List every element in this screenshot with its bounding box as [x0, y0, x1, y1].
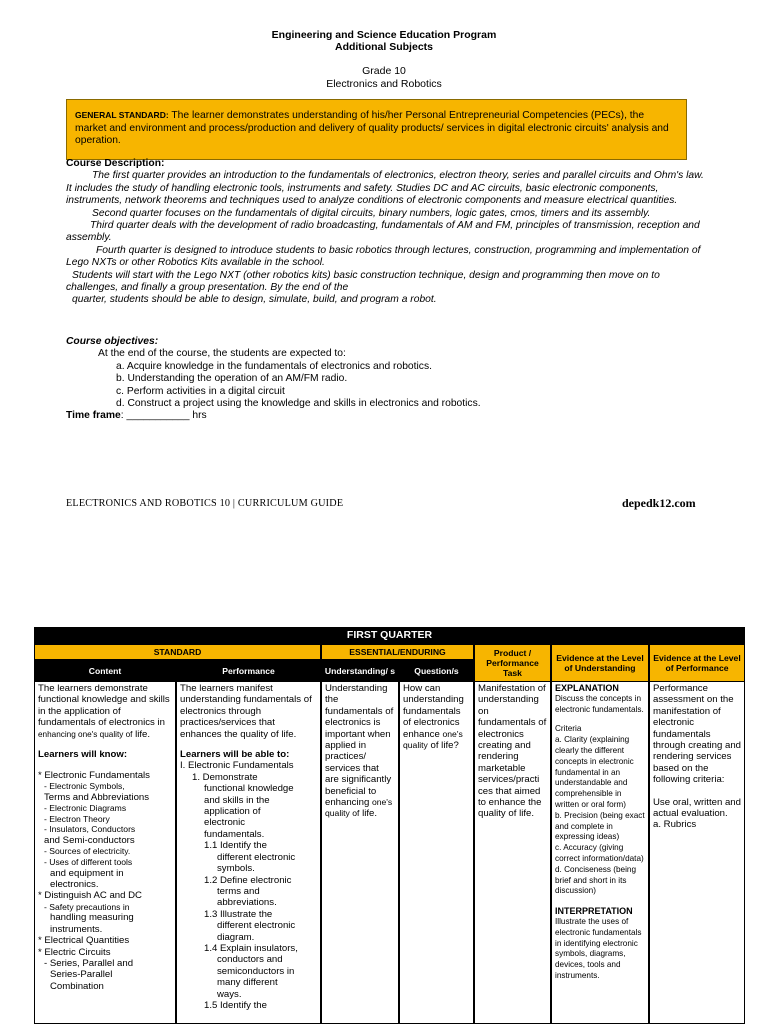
- question-text: How can understanding fundamentals of electronics enhance: [403, 683, 464, 740]
- performance-line: 1. Demonstrate: [192, 771, 258, 783]
- questions-header: Question/s: [399, 660, 474, 682]
- product-header: Product / Performance Task: [474, 644, 551, 682]
- content-line: * Electrical Quantities: [38, 935, 130, 947]
- subject-label: Electronics and Robotics: [326, 78, 442, 90]
- performance-line: 1.3 Illustrate the: [204, 908, 273, 920]
- performance-line: and skills in the: [204, 794, 270, 806]
- curriculum-table: [34, 627, 745, 1024]
- time-frame-label: Time frame: [66, 410, 121, 422]
- objective-item: b. Understanding the operation of an AM/FM radio.: [116, 373, 348, 385]
- product-text: Manifestation of understanding on fundamentals of electronics creating and rendering marketable services/practi ces that aimed to enhance the quality of life.: [478, 683, 547, 820]
- content-line: - Insulators, Conductors: [44, 824, 136, 835]
- understanding-small: one's quality of: [325, 797, 393, 819]
- performance-line: functional knowledge: [204, 783, 294, 795]
- standard-header: STANDARD: [34, 644, 321, 660]
- performance-line: 1.2 Define electronic: [204, 874, 292, 886]
- content-line: - Series, Parallel and: [44, 958, 134, 970]
- product-cell: [474, 682, 551, 1024]
- performance-line: different electronic: [217, 851, 296, 863]
- content-line: Terms and Abbreviations: [44, 791, 150, 803]
- performance-line: diagram.: [217, 931, 255, 943]
- interpretation-title: INTERPRETATION: [555, 906, 633, 917]
- time-frame-value: : ___________ hrs: [120, 410, 207, 422]
- table-subheader-row: [34, 660, 474, 682]
- performance-line: different electronic: [217, 920, 296, 932]
- content-line: and equipment in: [50, 867, 124, 879]
- content-line: - Electronic Symbols,: [44, 781, 125, 792]
- content-line: - Electron Theory: [44, 813, 110, 824]
- table-row: [34, 682, 745, 1024]
- learners-know-title: Learners will know:: [38, 749, 128, 761]
- course-objectives: [66, 336, 706, 423]
- evidence-understanding-cell: [551, 682, 649, 1024]
- content-line: * Electric Circuits: [38, 946, 111, 958]
- program-title: Engineering and Science Education Program: [271, 29, 497, 41]
- table-header-row: [34, 644, 474, 660]
- content-header: Content: [34, 660, 176, 682]
- content-line: Combination: [50, 980, 104, 992]
- content-line: Series-Parallel: [50, 969, 113, 981]
- performance-intro: The learners manifest understanding fundamentals of electronics through practices/services that enhances the quality of life.: [180, 683, 312, 740]
- explanation-text: Discuss the concepts in electronic fundamentals.: [555, 693, 644, 714]
- content-intro: The learners demonstrate functional knowledge and skills in the application of fundamentals of electronics in: [38, 683, 170, 729]
- performance-header: Performance: [176, 660, 321, 682]
- criteria-title: Criteria: [555, 724, 582, 734]
- general-standard-box: [66, 99, 687, 160]
- time-frame: [66, 410, 706, 422]
- criteria-item: c. Accuracy (giving correct information/data): [555, 843, 644, 863]
- performance-line: 1.4 Explain insulators,: [204, 942, 298, 954]
- description-paragraph: Second quarter focuses on the fundamentals of digital circuits, binary numbers, logic gates, cmos, timers and its assembly.: [92, 207, 651, 219]
- content-line: - Safety precautions in: [44, 901, 130, 912]
- criteria-item: a. Clarity (explaining clearly the different concepts in electronic fundamental in an understandable and comprehensible in written or oral form): [555, 735, 634, 809]
- learners-able-title: Learners will be able to:: [180, 749, 290, 761]
- content-line: - Uses of different tools: [44, 857, 133, 868]
- evidence-performance-methods: Use oral, written and actual evaluation.: [653, 796, 741, 820]
- course-description-title: Course Description:: [66, 158, 165, 169]
- performance-line: ways.: [217, 988, 242, 1000]
- performance-cell: [176, 682, 321, 1024]
- content-line: - Sources of electricity.: [44, 846, 131, 857]
- performance-line: abbreviations.: [217, 897, 277, 909]
- footer-site: depedk12.com: [622, 496, 696, 510]
- interpretation-text: Illustrate the uses of electronic fundamentals in identifying electronic symbols, diagrams, devices, tools and instruments.: [555, 916, 642, 980]
- description-paragraph: The first quarter provides an introduction to the fundamentals of electronics, electron theory, series and parallel circuits and Ohm's law. It includes the study of handling electronic tools, instruments and safety. Studies DC and AC circuits, basic electronic components, instruments, network theorems and techniques used to analyze conditions of electronic components and measure electrical quantities.: [66, 170, 704, 207]
- footer-guide-title: ELECTRONICS AND ROBOTICS 10 | CURRICULUM GUIDE: [66, 498, 344, 509]
- description-paragraph: Students will start with the Lego NXT (other robotics kits) basic construction technique, design and programming then move on to challenges, and finally a group presentation. By the end of the: [66, 269, 660, 294]
- performance-line: electronic: [204, 817, 246, 829]
- essential-header: ESSENTIAL/ENDURING: [321, 644, 474, 660]
- objectives-intro: At the end of the course, the students are expected to:: [98, 348, 346, 360]
- performance-line: application of: [204, 806, 261, 818]
- performance-line: terms and: [217, 885, 260, 897]
- evidence-performance-cell: [649, 682, 745, 1024]
- criteria-item: d. Conciseness (being brief and short in its discussion): [555, 864, 637, 896]
- content-line: and Semi-conductors: [44, 835, 135, 847]
- question-end: of life?: [430, 740, 459, 752]
- criteria-item: b. Precision (being exact and complete in expressing ideas): [555, 810, 645, 842]
- question-small: one's quality: [403, 728, 463, 751]
- performance-line: many different: [217, 977, 278, 989]
- course-description: [66, 158, 706, 307]
- understanding-end: life.: [362, 808, 378, 820]
- objective-item: a. Acquire knowledge in the fundamentals of electronics and robotics.: [116, 360, 432, 372]
- course-objectives-title: Course objectives:: [66, 336, 159, 347]
- understanding-text: Understanding the fundamentals of electronics is important when applied in practices/ services that are significantly beneficial to enhancing: [325, 683, 394, 809]
- content-line: - Electronic Diagrams: [44, 803, 127, 814]
- objective-item: c. Perform activities in a digital circuit: [116, 385, 285, 397]
- understanding-cell: [321, 682, 399, 1024]
- performance-line: semiconductors in: [217, 965, 295, 977]
- understandings-header: Understanding/ s: [321, 660, 399, 682]
- program-subtitle: Additional Subjects: [334, 41, 433, 53]
- description-paragraph: Fourth quarter is designed to introduce students to basic robotics through lectures, construction, programming and implementation of Lego NXTs or other Robotics Kits available in the school.: [66, 244, 701, 269]
- content-line: instruments.: [50, 923, 103, 935]
- performance-line: conductors and: [217, 954, 283, 966]
- explanation-title: EXPLANATION: [555, 683, 619, 693]
- content-line: handling measuring: [50, 912, 134, 924]
- question-cell: [399, 682, 474, 1024]
- evidence-understanding-header: Evidence at the Level of Understanding: [551, 644, 649, 682]
- table-header-row-tall: [474, 644, 745, 682]
- evidence-performance-text: Performance assessment on the manifestation of electronic fundamentals through creating and rendering services based on the following criteria:: [653, 683, 742, 786]
- evidence-performance-header: Evidence at the Level of Performance: [649, 644, 745, 682]
- content-line: * Electronic Fundamentals: [38, 769, 150, 781]
- performance-line: I. Electronic Fundamentals: [180, 760, 294, 772]
- description-paragraph: Third quarter deals with the development of radio broadcasting, fundamentals of AM and FM, principles of transmission, reception and assembly.: [66, 220, 700, 244]
- content-line: electronics.: [50, 879, 99, 891]
- content-intro-end: life.: [135, 728, 151, 740]
- content-cell: [34, 682, 176, 1024]
- performance-line: symbols.: [217, 863, 255, 875]
- objective-item: d. Construct a project using the knowledge and skills in electronics and robotics.: [116, 398, 481, 410]
- content-line: * Distinguish AC and DC: [38, 890, 142, 902]
- general-standard-text: The learner demonstrates understanding of his/her Personal Entrepreneurial Competencies (PECs), the market and environment and process/production and delivery of quality products/ services in digital electronic circuits' analysis and operation.: [75, 110, 669, 146]
- grade-label: Grade 10: [362, 65, 406, 77]
- description-paragraph: quarter, students should be able to design, simulate, build, and program a robot.: [72, 294, 437, 306]
- performance-line: 1.1 Identify the: [204, 840, 267, 852]
- performance-line: fundamentals.: [204, 828, 265, 840]
- evidence-performance-rubrics: a. Rubrics: [653, 819, 697, 831]
- quarter-header: FIRST QUARTER: [34, 627, 745, 644]
- content-intro-small: enhancing one's quality of: [38, 729, 133, 739]
- performance-line: 1.5 Identify the: [204, 999, 267, 1011]
- general-standard-label: GENERAL STANDARD:: [75, 110, 169, 120]
